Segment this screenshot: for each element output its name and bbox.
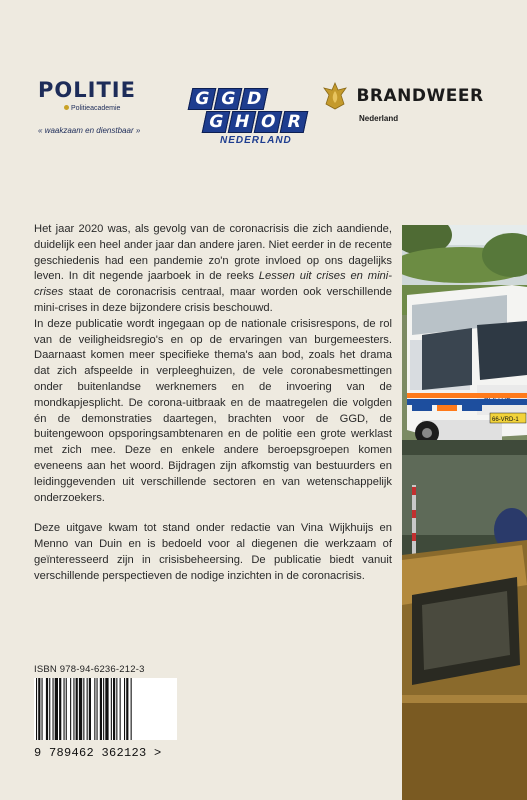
barcode-stripe [55, 678, 58, 740]
paragraph-content: In deze publicatie wordt ingegaan op de nationale crisisrespons, de rol van de veiligheidsregio's en op de ervaringen van burgemeesters. Daarnaast komen meer specifieke thema's aan bod, zoals het drama dat zich afspeelde in verpleeghuizen, de vele coronabesmettingen onder buitenlandse werknemers en de invoering van de mondkapjesplicht. De corona-uitbraak en de maatregelen die volgden én de demonstraties daartegen, brachten voor de GGD, de buitengewoon opsporingsambtenaren en de politie een grote werklast met zich mee. Deze en enkele andere beroepsgroepen komen eveneens aan het woord. Bijdragen zijn afkomstig van bestuurders en leidinggevenden uit verschillende sectoren en van wetenschappelijk onderzoekers. [34, 317, 392, 504]
isbn-barcode [34, 664, 180, 760]
bullet-icon [64, 105, 69, 110]
barcode-stripe [46, 678, 48, 740]
barcode-stripe [105, 678, 108, 740]
ghor-tile: G [202, 111, 231, 133]
ggd-tile: D [240, 88, 269, 110]
van-license-plate: 66-VRD-1 [492, 417, 519, 423]
barcode-stripe [97, 678, 98, 740]
barcode-stripe [49, 678, 50, 740]
paragraph-intro: Het jaar 2020 was, als gevolg van de coronacrisis die zich aandiende, duidelijk een heel ander jaar dan andere jaren. Niet eerder in de recente geschiedenis had een pandemie zo'n grote invloed op ons dagelijks leven. In dit negende jaarboek in de reeks Lessen uit crises en mini-crises staat de coronacrisis centraal, maar worden ook verschillende mini-crises in deze bijzondere crisis beschouwd. [34, 223, 392, 314]
politie-wordmark: POLITIE [38, 78, 136, 102]
barcode-stripe [42, 678, 43, 740]
brandweer-logo [322, 82, 484, 123]
barcode-stripe [66, 678, 67, 740]
barcode-stripe [76, 678, 78, 740]
barcode-digits: 9 789462 362123 > [34, 746, 162, 760]
barcode-icon [34, 678, 177, 740]
politie-motto: « waakzaam en dienstbaar » [38, 126, 141, 135]
barcode-stripe [59, 678, 61, 740]
police-van-photo [402, 225, 527, 800]
barcode-stripe [100, 678, 102, 740]
barcode-stripe [36, 678, 37, 740]
brandweer-nederland-label: Nederland [359, 114, 399, 123]
barcode-stripe [73, 678, 74, 740]
barcode-stripe [87, 678, 88, 740]
series-title: Lessen uit crises en mini-crises [34, 270, 392, 299]
paragraph-editors: Deze uitgave kwam tot stand onder redactie van Vina Wijkhuijs en Menno van Duin en is bedoeld voor al diegenen die werkzaam of geïnteresseerd zijn in crisisbeheersing. De publicatie biedt vanuit verschillende perspectieven de nodige inzichten in de coronacrisis. [34, 522, 392, 582]
barcode-stripe [79, 678, 82, 740]
barcode-stripe [120, 678, 121, 740]
ggd-row [190, 88, 306, 110]
barcode-stripe [113, 678, 115, 740]
ggd-ghor-logo [190, 88, 306, 146]
barcode-stripe [64, 678, 65, 740]
ghor-tile: H [228, 111, 257, 133]
cover-photo [402, 225, 527, 800]
isbn-label: ISBN 978-94-6236-212-3 [34, 664, 145, 675]
politie-logo [38, 78, 140, 135]
barcode-stripe [131, 678, 132, 740]
barcode-stripe [124, 678, 125, 740]
ggd-nederland-label: NEDERLAND [220, 135, 292, 146]
publisher-logos [0, 0, 527, 200]
barcode-stripe [89, 678, 91, 740]
ggd-tile: G [188, 88, 217, 110]
barcode-stripe [70, 678, 71, 740]
ggd-tile: G [214, 88, 243, 110]
ghor-tile: O [254, 111, 283, 133]
barcode-stripe [53, 678, 54, 740]
barcode-stripe [116, 678, 117, 740]
brandweer-wordmark: BRANDWEER [356, 86, 484, 106]
barcode-stripe [103, 678, 104, 740]
politieacademie-label: Politieacademie [64, 105, 140, 112]
barcode-stripe [94, 678, 95, 740]
barcode-stripe [38, 678, 40, 740]
ghor-row [204, 111, 306, 133]
barcode-stripe [126, 678, 128, 740]
brandweer-crest-icon [322, 82, 348, 110]
barcode-stripe [83, 678, 84, 740]
barcode-stripe [111, 678, 112, 740]
back-cover-text [34, 222, 392, 600]
ghor-tile: R [280, 111, 309, 133]
